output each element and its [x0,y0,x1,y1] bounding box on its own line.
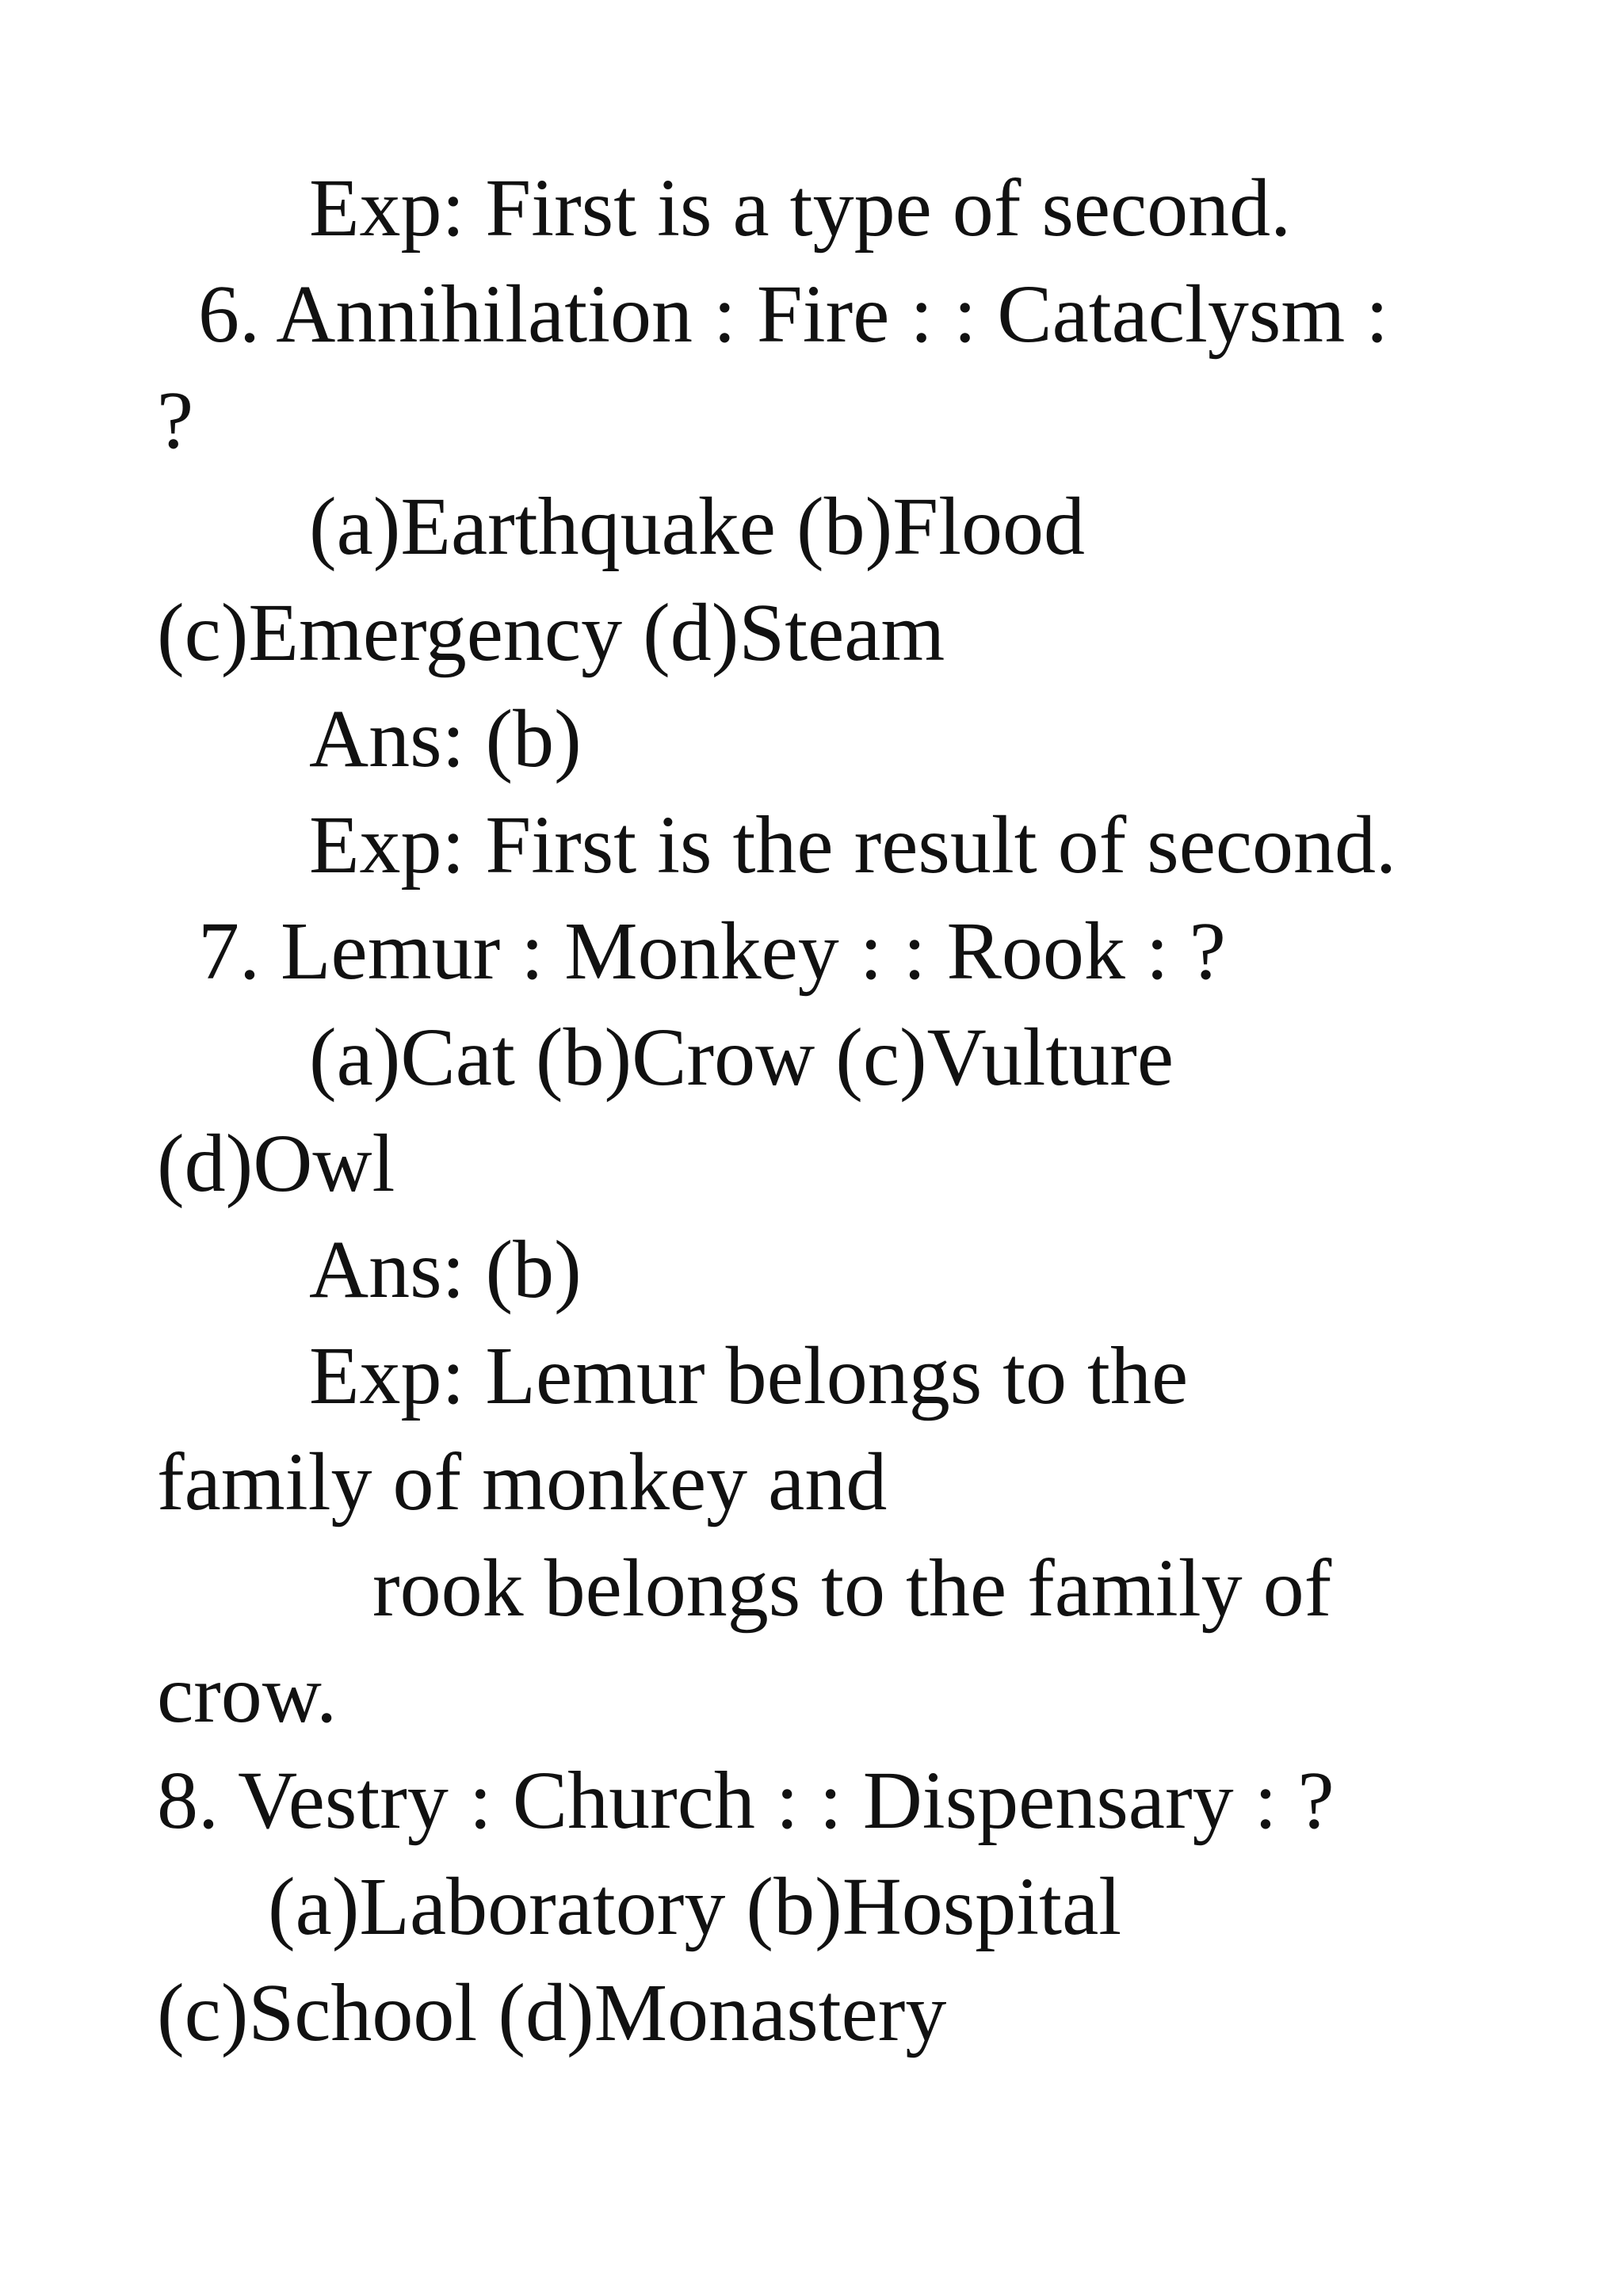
question-6-continued: ? [157,375,194,466]
answer-7: Ans: (b) [309,1224,582,1315]
options-7-line-2: (d)Owl [157,1118,395,1209]
options-6-line-2: (c)Emergency (d)Steam [157,587,945,678]
explanation-7-line-1: Exp: Lemur belongs to the [309,1330,1189,1421]
explanation-6: Exp: First is the result of second. [309,799,1397,891]
explanation-7-line-3: rook belongs to the family of [372,1543,1332,1634]
options-8-line-2: (c)School (d)Monastery [157,1967,947,2058]
question-6: 6. Annihilation : Fire : : Cataclysm : [198,269,1389,360]
options-6-line-1: (a)Earthquake (b)Flood [309,481,1085,572]
question-7: 7. Lemur : Monkey : : Rook : ? [198,906,1226,997]
explanation-5: Exp: First is a type of second. [309,162,1292,254]
explanation-7-line-2: family of monkey and [157,1436,888,1527]
options-8-line-1: (a)Laboratory (b)Hospital [268,1861,1122,1952]
explanation-7-line-4: crow. [157,1649,338,1740]
options-7-line-1: (a)Cat (b)Crow (c)Vulture [309,1012,1174,1103]
question-8: 8. Vestry : Church : : Dispensary : ? [157,1755,1335,1846]
answer-6: Ans: (b) [309,693,582,784]
